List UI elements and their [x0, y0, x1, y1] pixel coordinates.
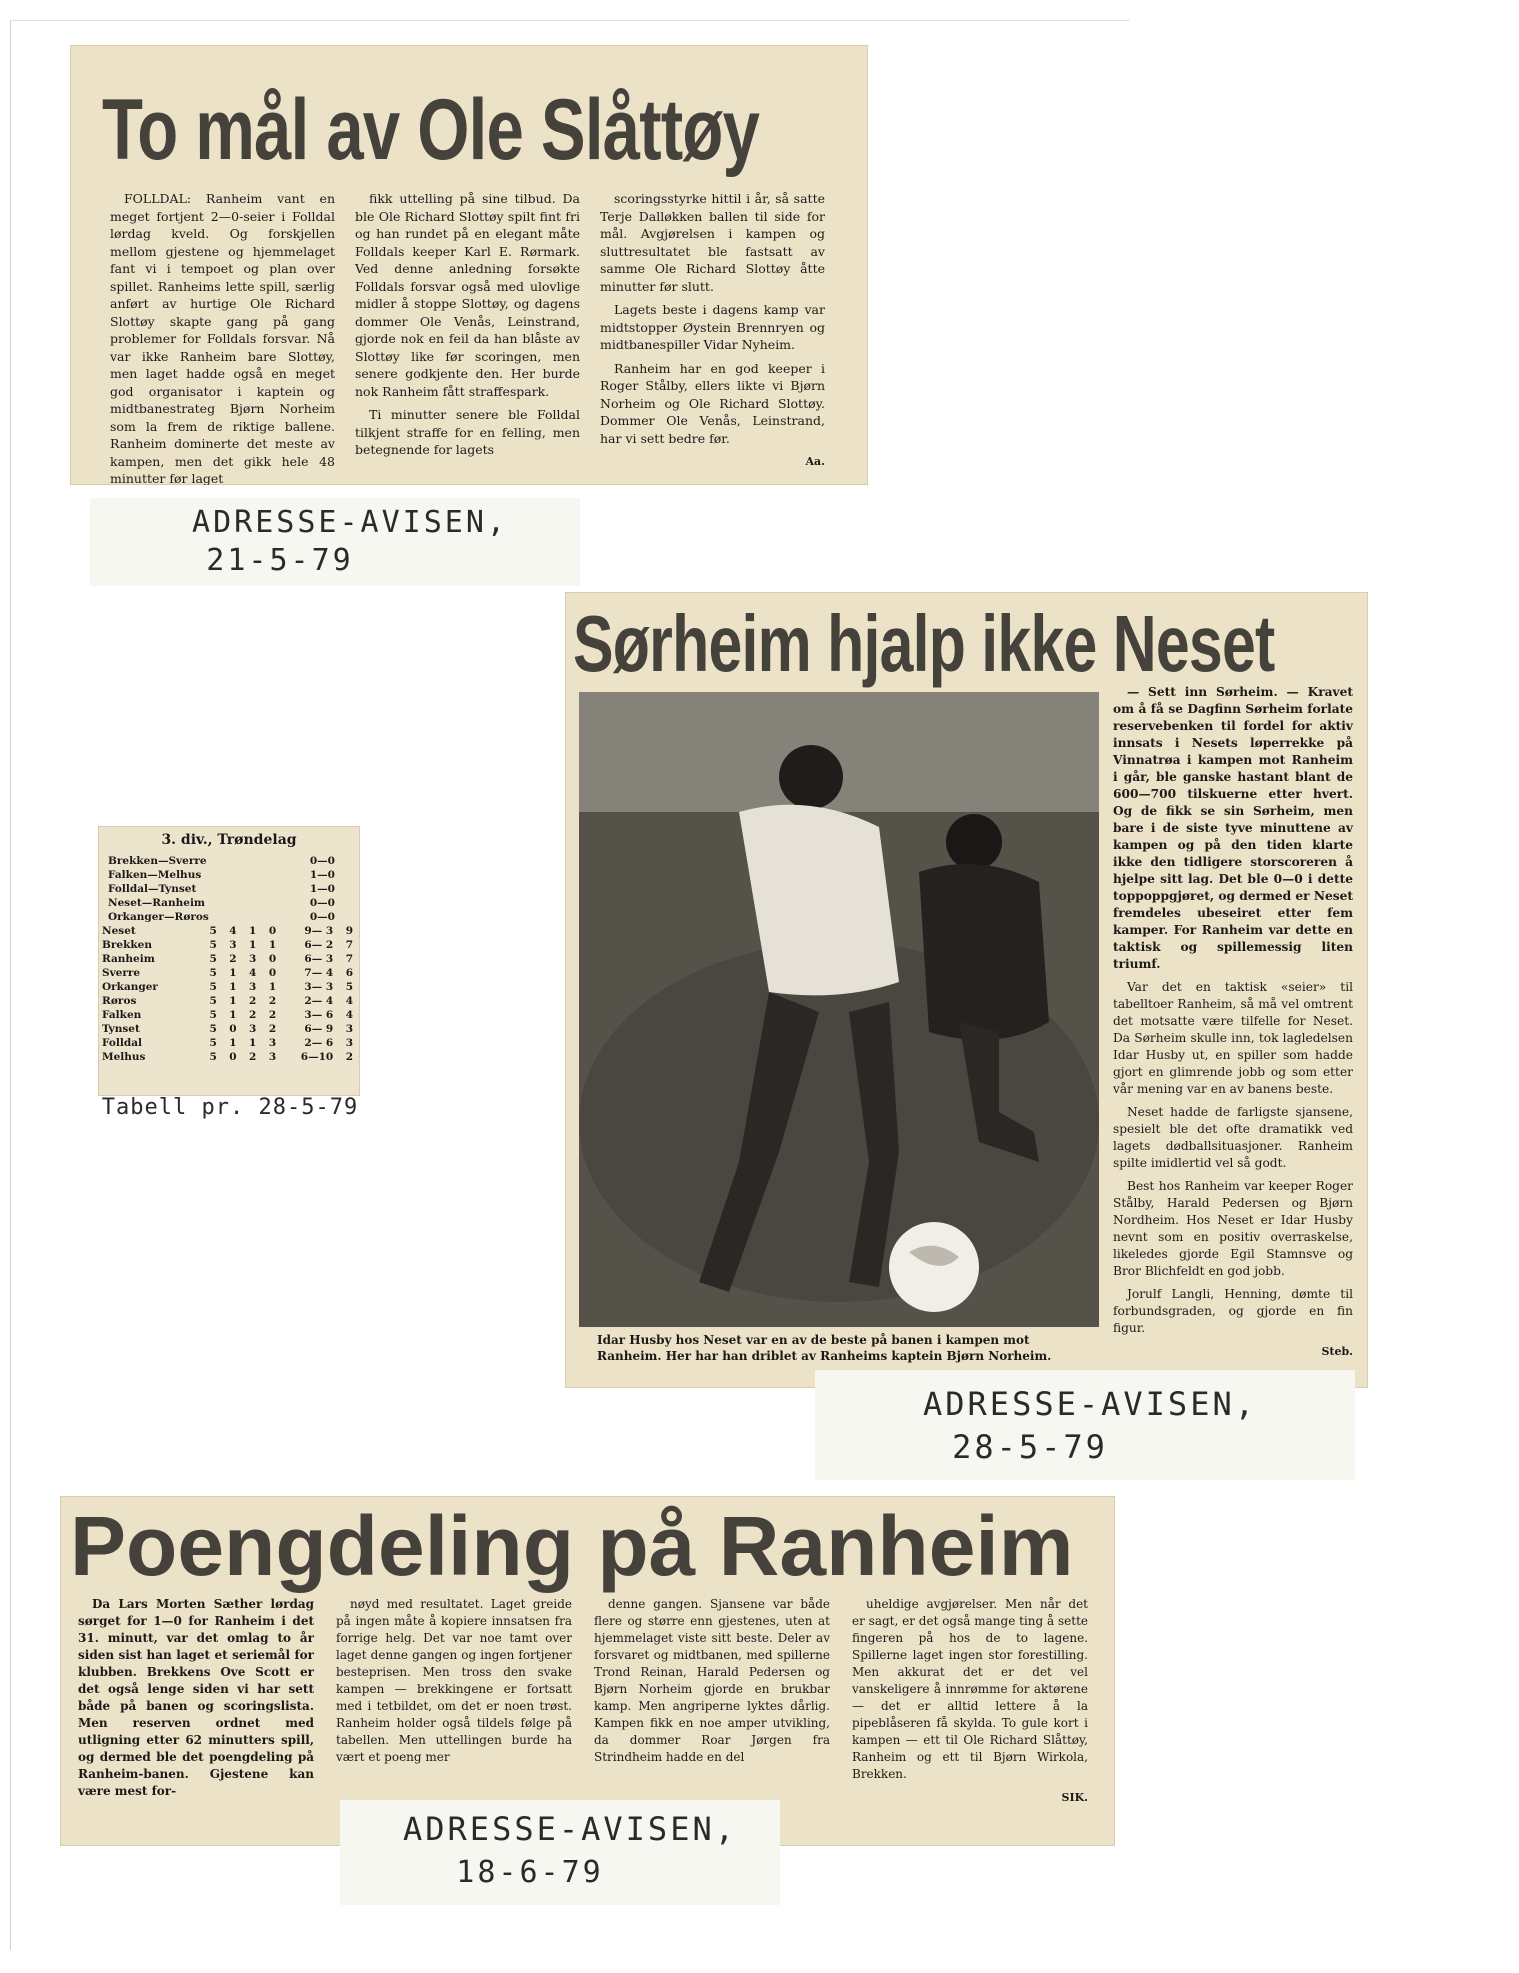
standing-p-cell: 5 [209, 981, 217, 993]
standing-w-cell: 1 [229, 981, 237, 993]
standing-row [98, 994, 356, 1008]
standing-pts-cell: 4 [345, 995, 353, 1007]
paragraph: Ranheim har en god keeper i Roger Stålby, ellers likte vi Bjørn Norheim og Ole Richard Slottøy. Dommer Ole Venås, Leinstrand, har vi sett bedre før. [600, 360, 825, 446]
standing-l-cell: 1 [268, 981, 277, 993]
signature: SIK. [1061, 1791, 1088, 1804]
standing-p-cell: 5 [209, 1009, 217, 1021]
paragraph: nøyd med resultatet. Laget greide på ingen måte å kopiere innsatsen fra forrige helg. Det var noe tamt over laget denne gangen og ingen fortjener besteprisen. Men tross den svake kampen — brekkingene er fortsatt med i tetbildet, om det er noen trøst. Ranheim holder også tildels følge på tabellen. Men uttellingen burde ha vært et poeng mer [336, 1597, 572, 1764]
standing-l-cell: 2 [268, 995, 277, 1007]
standing-team-cell: Folldal [102, 1037, 142, 1049]
standing-team-cell: Brekken [102, 939, 152, 951]
paragraph: Da Lars Morten Sæther lørdag sørget for 1—0 for Ranheim i det 31. minutt, var det omlag to år siden sist han laget et seriemål for klubben. Brekkens Ove Scott er det også lenge siden vi har sett både på banen og scoringslista. Men reserven ordnet med utligning etter 62 minutters spill, og dermed ble det poengdeling på Ranheim-banen. Gjestene kan være mest for- [78, 1597, 314, 1798]
standing-d-cell: 2 [249, 995, 257, 1007]
headline: Sørheim hjalp ikke Neset [573, 599, 1275, 688]
paragraph: denne gangen. Sjansene var både flere og større enn gjestenes, uten at hjemmelaget viste sitt beste. Deler av forsvaret og midtbanen, med spillerne Trond Reinan, Harald Pedersen og Bjørn Norheim gjorde en brukbar kamp. Men angriperne lyktes dårlig. Kampen fikk en noe amper utvikling, da dommer Roar Jørgen fra Strindheim hadde en del [594, 1597, 830, 1764]
standing-team-cell: Neset [102, 925, 136, 937]
paragraph: uheldige avgjørelser. Men når det er sagt, er det også mange ting å sette fingeren på hos de to lagene. Spillerne laget ingen stor forestilling. Men akkurat det er det vel vanskeligere å innrømme for aktørene — det er alltid lettere å la pipeblåseren få skylda. To gule kort i kampen — ett til Ole Richard Slåttøy, Ranheim og ett til Bjørn Wirkola, Brekken. [852, 1597, 1088, 1781]
handwritten-date: 18-6-79 [456, 1855, 604, 1890]
standing-l-cell: 0 [268, 925, 277, 937]
standing-d-cell: 3 [249, 981, 257, 993]
standing-pts-cell: 3 [345, 1037, 353, 1049]
handwritten-source-line: ADRESSE-AVISEN, [923, 1385, 1257, 1423]
signature: Steb. [1321, 1345, 1353, 1358]
photo-caption: Idar Husby hos Neset var en av de beste på banen i kampen mot Ranheim. Her har han driblet av Ranheims kaptein Bjørn Norheim. [597, 1333, 1052, 1363]
standing-row [98, 938, 356, 952]
standing-w-cell: 1 [229, 995, 237, 1007]
standing-goals-cell: 9— 3 [304, 925, 334, 937]
standing-row [98, 1036, 356, 1050]
standing-w-cell: 1 [229, 967, 237, 979]
standing-l-cell: 2 [268, 1009, 277, 1021]
standing-w-cell: 0 [229, 1023, 237, 1035]
clipping-sorheim [565, 592, 1368, 1388]
score-cell: 0—0 [309, 911, 335, 923]
match-cell: Brekken—Sverre [108, 855, 207, 867]
paragraph: Lagets beste i dagens kamp var midtstopper Øystein Brennryen og midtbanespiller Vidar Nyheim. [600, 302, 825, 352]
result-row [98, 868, 338, 882]
paragraph: Best hos Ranheim var keeper Roger Stålby, Harald Pedersen og Bjørn Nordheim. Hos Neset er Idar Husby nevnt som en positiv overraskelse, likeledes gjorde Egil Stamnsve og Bror Blichfeldt en god jobb. [1113, 1179, 1353, 1278]
standing-row [98, 1050, 356, 1064]
handwritten-source-line: ADRESSE-AVISEN, [403, 1810, 737, 1848]
standing-goals-cell: 6— 2 [304, 939, 334, 951]
standing-l-cell: 0 [268, 967, 277, 979]
column-2 [336, 1596, 572, 1806]
article-columns [78, 1596, 1088, 1806]
paragraph: Jorulf Langli, Henning, dømte til forbundsgraden, og gjorde en fin figur. [1113, 1287, 1353, 1335]
standing-l-cell: 2 [268, 1023, 277, 1035]
clipping-to-mal [70, 45, 868, 485]
standing-l-cell: 1 [268, 939, 277, 951]
standing-d-cell: 1 [249, 925, 257, 937]
standing-d-cell: 2 [249, 1009, 257, 1021]
standing-team-cell: Tynset [102, 1023, 140, 1035]
standing-p-cell: 5 [209, 967, 217, 979]
standing-p-cell: 5 [209, 1037, 217, 1049]
standing-goals-cell: 6— 3 [304, 953, 334, 965]
standing-p-cell: 5 [209, 1051, 217, 1063]
standing-w-cell: 4 [229, 925, 237, 937]
paragraph: — Sett inn Sørheim. — Kravet om å få se Dagfinn Sørheim forlate reservebenken til fordel for aktiv innsats i Nesets løperrekke på Vinnatrøa i kampen mot Ranheim i går, ble ganske hastant blant de 600—700 tilskuerne etter hvert. Og de fikk se sin Sørheim, men bare i de siste tyve minuttene av kampen og på den tiden klarte ikke den tidligere storscoreren å hjelpe sitt lag. Det ble 0—0 i dette toppoppgjøret, og dermed er Neset fremdeles ubeseiret etter fem kamper. For Ranheim var dette en taktisk og spillemessig liten triumf. [1113, 685, 1353, 971]
paragraph: FOLLDAL: Ranheim vant en meget fortjent 2—0-seier i Folldal lørdag kveld. Og forskjellen mellom gjestene og hjemmelaget fant vi i tempoet og plan over spillet. Ranheims lette spill, særlig anført av hurtige Ole Richard Slottøy skapte gang på gang problemer for Folldals forsvar. Nå var ikke Ranheim bare Slottøy, men laget hadde også en meget god organisator i kaptein og midtbanestrateg Bjørn Norheim som la frem de riktige ballene. Ranheim dominerte det meste av kampen, men det gikk hele 48 minutter før laget [110, 191, 335, 485]
standing-p-cell: 5 [209, 953, 217, 965]
standing-p-cell: 5 [209, 939, 217, 951]
table-title: 3. div., Trøndelag [161, 832, 297, 848]
page-top-line [10, 20, 1130, 21]
standing-d-cell: 2 [249, 1051, 257, 1063]
standing-goals-cell: 2— 4 [304, 995, 334, 1007]
column-4 [852, 1596, 1088, 1806]
headline: Poengdeling på Ranheim [70, 1499, 1074, 1593]
standing-team-cell: Sverre [102, 967, 141, 979]
standing-goals-cell: 3— 3 [304, 981, 334, 993]
article-text-column [1113, 684, 1353, 1360]
photo-image [579, 692, 1099, 1327]
standing-w-cell: 1 [229, 1037, 237, 1049]
standing-row [98, 980, 356, 994]
standing-row [98, 924, 356, 938]
standing-pts-cell: 3 [345, 1023, 353, 1035]
paragraph: Var det en taktisk «seier» til tabelltoer Ranheim, så må vel omtrent det motsatte være tilfelle for Neset. Da Sørheim skulle inn, tok lagledelsen Idar Husby ut, en spiller som hadde gjort en glimrende jobb og som etter vår mening var en av banens beste. [1113, 980, 1353, 1096]
handwritten-date: 21-5-79 [206, 543, 354, 578]
paragraph: scoringsstyrke hittil i år, så satte Terje Dalløkken ballen til side for mål. Avgjørelsen i kampen og sluttresultatet ble fastsatt av samme Ole Richard Slottøy åtte minutter før slutt. [600, 191, 825, 294]
standing-pts-cell: 7 [345, 953, 353, 965]
clipping-league-table [98, 826, 360, 1096]
standing-d-cell: 3 [249, 953, 257, 965]
standing-d-cell: 1 [249, 939, 257, 951]
column-1 [110, 190, 335, 485]
results-table [98, 854, 338, 924]
match-photo [579, 692, 1099, 1327]
match-cell: Folldal—Tynset [108, 883, 197, 895]
standing-pts-cell: 5 [345, 981, 353, 993]
standings-table [98, 924, 356, 1064]
standing-row [98, 1008, 356, 1022]
standing-team-cell: Falken [102, 1009, 142, 1021]
result-row [98, 910, 338, 924]
standing-team-cell: Røros [102, 995, 137, 1007]
standing-p-cell: 5 [209, 1023, 217, 1035]
standing-pts-cell: 9 [345, 925, 353, 937]
standing-goals-cell: 2— 6 [304, 1037, 334, 1049]
standing-l-cell: 3 [268, 1037, 277, 1049]
score-cell: 0—0 [309, 855, 335, 867]
standing-goals-cell: 7— 4 [304, 967, 334, 979]
standing-team-cell: Orkanger [102, 981, 158, 993]
column-1 [78, 1596, 314, 1806]
standing-p-cell: 5 [209, 995, 217, 1007]
standing-pts-cell: 7 [345, 939, 353, 951]
standing-l-cell: 3 [268, 1051, 277, 1063]
standing-pts-cell: 6 [345, 967, 353, 979]
match-cell: Falken—Melhus [108, 869, 202, 881]
score-cell: 0—0 [309, 897, 335, 909]
standing-goals-cell: 6—10 [300, 1051, 334, 1063]
standing-pts-cell: 4 [345, 1009, 353, 1021]
standing-d-cell: 3 [249, 1023, 257, 1035]
match-cell: Orkanger—Røros [108, 911, 209, 923]
column-3 [600, 190, 825, 485]
standing-d-cell: 1 [249, 1037, 257, 1049]
handwritten-table-date: Tabell pr. 28-5-79 [101, 1095, 359, 1120]
paragraph: Ti minutter senere ble Folldal tilkjent straffe for en felling, men betegnende for lagets [355, 407, 580, 457]
score-cell: 1—0 [309, 869, 335, 881]
column-2 [355, 190, 580, 485]
standing-goals-cell: 6— 9 [304, 1023, 334, 1035]
standing-team-cell: Ranheim [102, 953, 155, 965]
standing-row [98, 952, 356, 966]
headline: To mål av Ole Slåttøy [102, 82, 760, 178]
standing-pts-cell: 2 [345, 1051, 353, 1063]
standing-goals-cell: 3— 6 [304, 1009, 334, 1021]
clipping-poengdeling [60, 1496, 1115, 1846]
standing-row [98, 1022, 356, 1036]
column-3 [594, 1596, 830, 1806]
standing-l-cell: 0 [268, 953, 277, 965]
handwritten-source-line: ADRESSE-AVISEN, [192, 505, 508, 540]
standing-w-cell: 3 [229, 939, 237, 951]
paragraph: fikk uttelling på sine tilbud. Da ble Ole Richard Slottøy spilt fint fri og han rundet på en elegant måte Folldals keeper Karl E. Rørmark. Ved denne anledning forsøkte Folldals forsvar også med ulovlige midler å stoppe Slottøy, og dagens dommer Ole Venås, Leinstrand, gjorde nok en feil da han blåste av Slottøy like før scoringen, men senere godkjente den. Her burde nok Ranheim fått straffespark. [355, 191, 580, 399]
match-cell: Neset—Ranheim [108, 897, 206, 909]
result-row [98, 854, 338, 868]
signature: Aa. [805, 455, 825, 468]
standing-row [98, 966, 356, 980]
standing-w-cell: 1 [229, 1009, 237, 1021]
paragraph: Neset hadde de farligste sjansene, spesielt ble det ofte dramatikk ved lagets dødballsituasjoner. Ranheim spilte imidlertid vel så godt. [1113, 1105, 1353, 1170]
score-cell: 1—0 [309, 883, 335, 895]
standing-w-cell: 0 [229, 1051, 237, 1063]
page-edge-line [10, 20, 11, 1950]
handwritten-date: 28-5-79 [952, 1428, 1108, 1466]
standing-p-cell: 5 [209, 925, 217, 937]
result-row [98, 896, 338, 910]
standing-d-cell: 4 [249, 967, 257, 979]
standing-w-cell: 2 [229, 953, 237, 965]
standing-team-cell: Melhus [102, 1051, 146, 1063]
article-columns [110, 190, 825, 485]
result-row [98, 882, 338, 896]
